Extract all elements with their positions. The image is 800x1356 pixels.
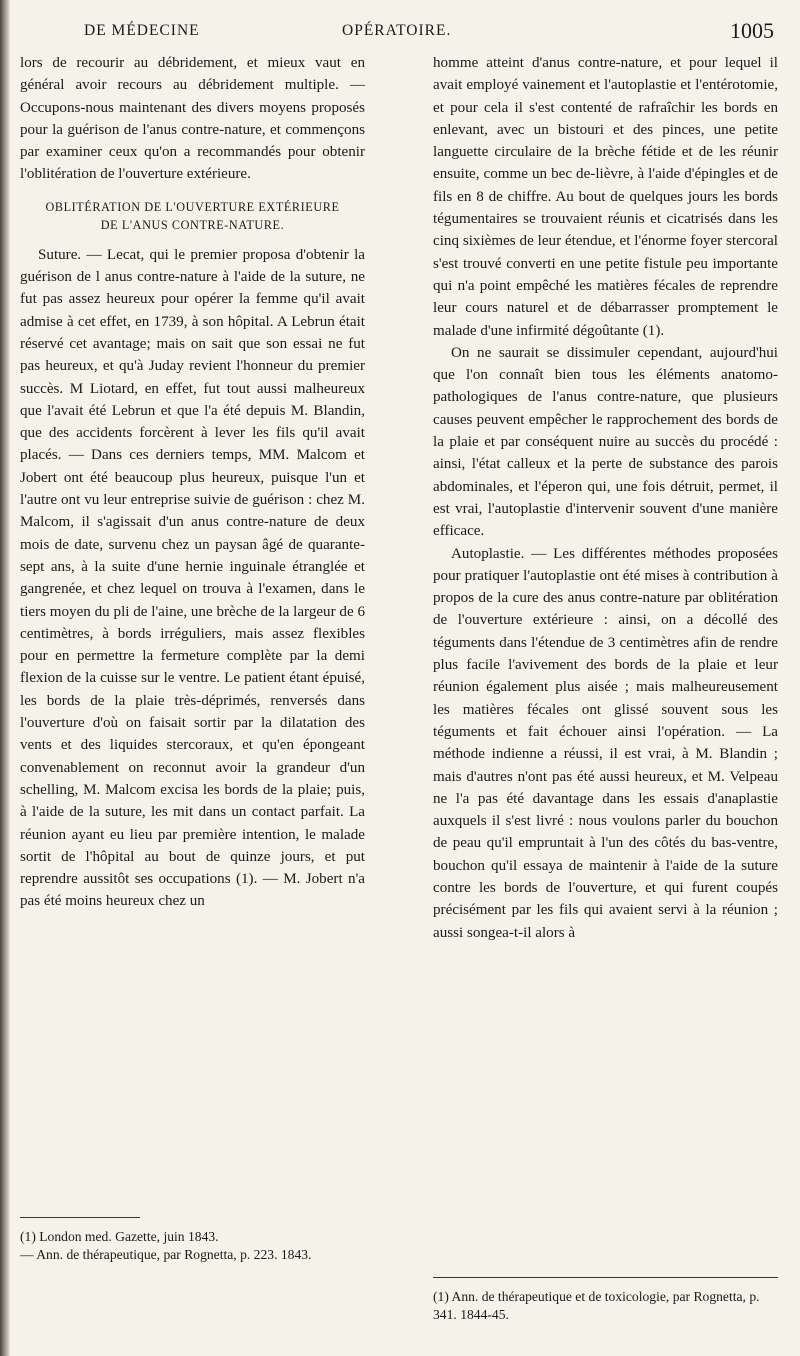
- section-heading-line-1: OBLITÉRATION DE L'OUVERTURE EXTÉRIEURE: [45, 199, 340, 214]
- section-heading: [20, 198, 365, 234]
- section-heading-line-2: DE L'ANUS CONTRE-NATURE.: [100, 217, 285, 232]
- footnote-rule-right: [433, 1277, 778, 1278]
- left-column: [20, 52, 365, 913]
- left-footnote-line-2: — Ann. de thérapeutique, par Rognetta, p. 223. 1843.: [20, 1247, 312, 1262]
- header-left: DE MÉDECINE: [84, 22, 200, 39]
- right-paragraph-2: On ne saurait se dissimuler cependant, aujourd'hui que l'on connaît bien tous les éléments anatomo-pathologiques de l'anus contre-nature, que plusieurs causes peuvent empêcher le rapprochement des bords de la plaie et par conséquent nuire au succès du procédé : ainsi, l'état calleux et la perte de substance des parois abdominales, et l'éperon qui, une fois détruit, permet, il est vrai, l'autoplastie d'intervenir souvent d'une manière efficace.: [433, 344, 778, 540]
- right-paragraph-1: homme atteint d'anus contre-nature, et pour lequel il avait employé vainement et l'autoplastie et l'entérotomie, et pour cela il s'est contenté de rafraîchir les bords en enlevant, avec un bistouri et des pinces, une petite languette circulaire de la brèche fétide et de les réunir ensuite, comme un bec de-lièvre, à l'aide d'épingles et de fils en 8 de chiffre. Au bout de quelques jours les bords tégumentaires se trouvaient réunis et cicatrisés dans les cinq sixièmes de leur étendue, et l'énorme foyer stercoral s'est trouvé converti en une petite fistule peu importante qui n'a point empêché les matières fécales de reprendre leur cours naturel et de débarrasser promptement le malade d'une infirmité dégoûtante (1).: [433, 55, 778, 339]
- left-paragraph-2: Suture. — Lecat, qui le premier proposa d'obtenir la guérison de l anus contre-nature à l'aide de la suture, ne fut pas assez heureux pour opérer la femme qu'il avait admise à cet effet, en 1739, à son hôpital. A Lebrun était réservé cet avantage; mais on sait que son essai ne fut pas heureux, et qu'à Juday revient l'honneur du premier succès. M Liotard, en effet, fut tout aussi malheureux que l'avait été Lebrun et que l'a été depuis M. Blandin, que des accidents forcèrent à lever les fils qu'il avait placés. — Dans ces derniers temps, MM. Malcom et Jobert ont été beaucoup plus heureux, puisque l'un et l'autre ont vu leur entreprise suivie de guérison : chez M. Malcom, il s'agissait d'un anus contre-nature de deux mois de date, survenu chez un paysan âgé de quarante-sept ans, à la suite d'une hernie inguinale étranglée et gangrenée, et chez lequel on trouva à l'examen, dans le tiers moyen du pli de l'aine, une brèche de la largeur de 6 centimètres, à bords irréguliers, mais assez flexibles pour en permettre la fermeture complète par la demi flexion de la cuisse sur le ventre. Le patient étant épuisé, les bords de la plaie très-déprimés, renversés dans l'ouverture d'où on faisait sortir par la dilatation des vents et des liquides stercoraux, et qu'en épongeant convenablement on reconnut avoir la grandeur d'un schelling, M. Malcom excisa les bords de la plaie; puis, à l'aide de la suture, les mit dans un contact parfait. La réunion ayant eu lieu par première intention, le malade sortit de l'hôpital au bout de quinze jours, et put reprendre aussitôt ses occupations (1). — M. Jobert n'a pas été moins heureux chez un: [20, 246, 365, 910]
- book-gutter-shadow: [0, 0, 10, 1356]
- right-column: [433, 52, 778, 944]
- header-right: OPÉRATOIRE.: [342, 22, 452, 39]
- page-number: 1005: [730, 18, 774, 43]
- left-footnote-line-1: (1) London med. Gazette, juin 1843.: [20, 1229, 219, 1244]
- running-header: [84, 18, 778, 52]
- footnote-rule-left: [20, 1217, 140, 1218]
- right-paragraph-3: Autoplastie. — Les différentes méthodes proposées pour pratiquer l'autoplastie ont été mises à contribution à propos de la cure des anus contre-nature par oblitération de l'ouverture extérieure : ainsi, on a décollé des téguments dans l'étendue de 3 centimètres afin de rendre plus facile l'avivement des bords de la plaie et leur réunion également plus aisée ; mais malheureusement les matières fécales ont glissé souvent sous les téguments et fait échouer ainsi l'opération. — La méthode indienne a réussi, il est vrai, à M. Blandin ; mais d'autres n'ont pas été aussi heureux, et M. Velpeau ne l'a pas été davantage dans les essais d'anaplastie auxquels il s'est livré : nous voulons parler du bouchon de peau qu'il empruntait à l'un des côtés du bas-ventre, bouchon qu'il essaya de maintenir à l'aide de la suture contre les bords de l'ouverture, et qui furent coupés précisément par les fils qui avaient servi à la réunion ; aussi songea-t-il alors à: [433, 545, 778, 941]
- left-paragraph-1: lors de recourir au débridement, et mieux vaut en général avoir recours au débridement multiple. — Occupons-nous maintenant des divers moyens proposés pour la guérison de l'anus contre-nature, et commençons par examiner ceux qu'on a recommandés pour obtenir l'oblitération de l'ouverture extérieure.: [20, 55, 365, 183]
- right-footnote-text: (1) Ann. de thérapeutique et de toxicologie, par Rognetta, p. 341. 1844-45.: [433, 1289, 760, 1322]
- left-footnote: [20, 1205, 365, 1264]
- right-footnote: [433, 1265, 778, 1324]
